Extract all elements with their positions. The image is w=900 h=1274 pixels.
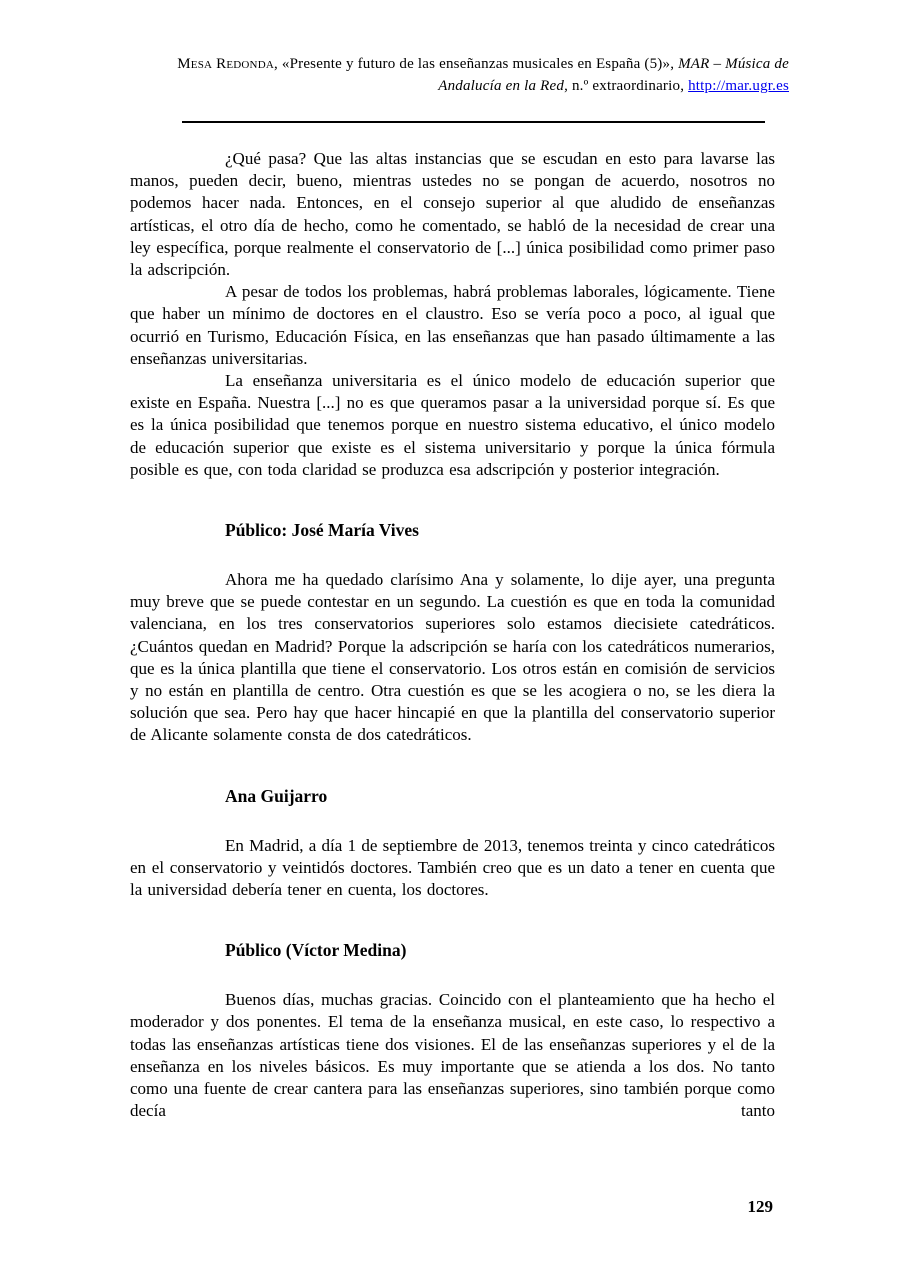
paragraph: La enseñanza universitaria es el único modelo de educación superior que existe en España. Nuestra [...] no es que queramos pasar a la universidad porque sí. Es que es la única posibilidad que tenemos porque en nuestro sistema educativo, el único modelo de educación superior que existe es el sistema universitario y porque la única fórmula posible es que, con toda claridad se produzca esa adscripción y posterior integración.: [130, 371, 775, 479]
page-number: 129: [747, 1197, 773, 1216]
running-header-citation: [130, 53, 789, 97]
citation-author: Mesa Redonda: [177, 56, 274, 72]
section-heading-ana-guijarro: Ana Guijarro: [225, 785, 328, 806]
paragraph: Ahora me ha quedado clarísimo Ana y solamente, lo dije ayer, una pregunta muy breve que se puede contestar en un segundo. La cuestión es que en toda la comunidad valenciana, en los tres conservatorios superiores solo estamos diecisiete catedráticos. ¿Cuántos quedan en Madrid? Porque la adscripción se haría con los catedráticos numerarios, que es la única plantilla que tiene el conservatorio. Los otros están en comisión de servicios y no están en plantilla de centro. Otra cuestión es que se les acogiera o no, se les diera la solución que sea. Pero hay que hacer hincapié en que la plantilla del conservatorio superior de Alicante solamente consta de dos catedráticos.: [130, 570, 775, 745]
citation-issue: , n.º extraordinario,: [564, 78, 689, 94]
citation-title: , «Presente y futuro de las enseñanzas musicales en España (5)»,: [273, 56, 679, 72]
paragraph: En Madrid, a día 1 de septiembre de 2013, tenemos treinta y cinco catedráticos en el conservatorio y veintidós doctores. También creo que es un dato a tener en cuenta que la universidad debería tener en cuenta, los doctores.: [130, 835, 775, 900]
section-heading-victor-medina: Público (Víctor Medina): [225, 940, 407, 961]
section-heading-jose-maria-vives: Público: José María Vives: [225, 520, 419, 541]
paragraph: A pesar de todos los problemas, habrá problemas laborales, lógicamente. Tiene que haber un mínimo de doctores en el claustro. Eso se vería poco a poco, al igual que ocurrió en Turismo, Educación Física, en las enseñanzas que han pasado últimamente a las enseñanzas universitarias.: [130, 282, 775, 368]
paragraph: Buenos días, muchas gracias. Coincido con el planteamiento que ha hecho el moderador y dos ponentes. El tema de la enseñanza musical, en este caso, lo respectivo a todas las enseñanzas artísticas tiene dos visiones. El de las enseñanzas superiores y el de la enseñanza en los niveles básicos. Es muy importante que se atienda a los dos. No tanto como una fuente de crear cantera para las enseñanzas superiores, sino también porque como decía tanto: [130, 990, 775, 1121]
paragraph: ¿Qué pasa? Que las altas instancias que se escudan en esto para lavarse las manos, pueden decir, bueno, mientras ustedes no se pongan de acuerdo, nosotros no podemos hacer nada. Entonces, en el consejo superior al que aludido de enseñanzas artísticas, el otro día de hecho, como he comentado, se habló de la necesidad de crear una ley específica, porque realmente el conservatorio de [...] única posibilidad como primer paso la adscripción.: [130, 149, 775, 280]
page-content: [130, 0, 789, 1123]
journal-url-link[interactable]: http://mar.ugr.es: [688, 78, 789, 94]
header-rule: [182, 121, 765, 123]
citation-journal: MAR – Música de Andalucía en la Red: [438, 56, 789, 94]
